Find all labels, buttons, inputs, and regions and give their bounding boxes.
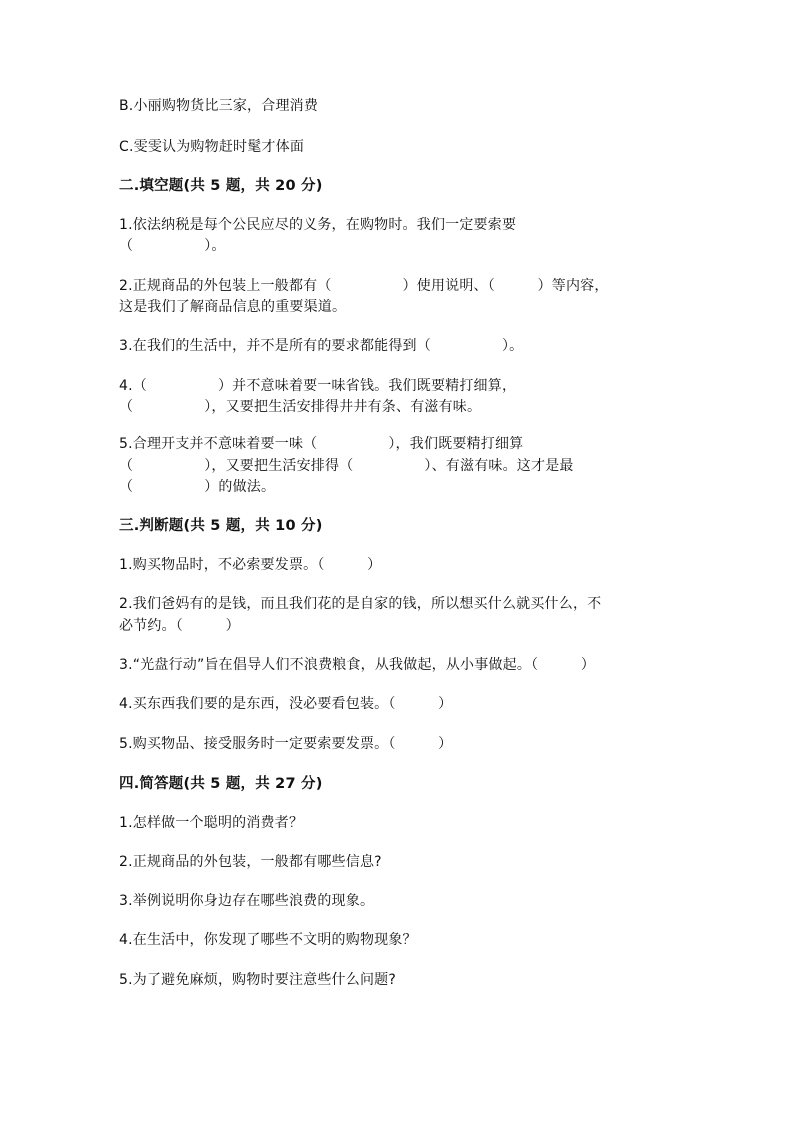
judge-question-1: 1.购买物品时，不必索要发票。（ ） — [119, 557, 382, 573]
question-text: （ ），又要把生活安排得（ ）、有滋有味。这才是最 — [119, 458, 574, 474]
short-question-2: 2.正规商品的外包装，一般都有哪些信息? — [119, 854, 382, 870]
short-question-3: 3.举例说明你身边存在哪些浪费的现象。 — [119, 893, 375, 909]
question-text: 必节约。（ ） — [119, 618, 240, 634]
section-heading-judge: 三.判断题(共 5 题，共 10 分) — [119, 518, 323, 534]
question-text: 3.在我们的生活中，并不是所有的要求都能得到（ ）。 — [119, 338, 524, 354]
short-question-5: 5.为了避免麻烦，购物时要注意些什么问题? — [119, 972, 396, 988]
section-heading-short: 四.简答题(共 5 题，共 27 分) — [119, 776, 323, 792]
question-text: 2.我们爸妈有的是钱，而且我们花的是自家的钱，所以想买什么就买什么，不 — [119, 596, 602, 612]
choice-option-c: C.雯雯认为购物赶时髦才体面 — [119, 139, 305, 155]
judge-question-5: 5.购买物品、接受服务时一定要索要发票。（ ） — [119, 736, 453, 752]
judge-question-4: 4.买东西我们要的是东西，没必要看包装。（ ） — [119, 696, 453, 712]
question-text: 4.（ ）并不意味着要一味省钱。我们既要精打细算， — [119, 378, 517, 394]
question-text: （ ），又要把生活安排得井井有条、有滋有味。 — [119, 399, 482, 415]
choice-option-b: B.小丽购物货比三家，合理消费 — [119, 98, 319, 114]
section-heading-fill: 二.填空题(共 5 题，共 20 分) — [119, 178, 323, 194]
question-text: 5.合理开支并不意味着要一味（ ），我们既要精打细算 — [119, 436, 524, 452]
short-question-4: 4.在生活中，你发现了哪些不文明的购物现象？ — [119, 932, 417, 948]
short-question-1: 1.怎样做一个聪明的消费者？ — [119, 815, 304, 831]
question-text: 这是我们了解商品信息的重要渠道。 — [119, 299, 347, 315]
judge-question-3: 3.“光盘行动”旨在倡导人们不浪费粮食，从我做起，从小事做起。（ ） — [119, 657, 596, 673]
question-text: 1.依法纳税是每个公民应尽的义务，在购物时。我们一定要索要 — [119, 217, 517, 233]
question-text: （ ）的做法。 — [119, 479, 276, 495]
question-text: （ ）。 — [119, 238, 226, 254]
question-text: 2.正规商品的外包装上一般都有（ ）使用说明、（ ）等内容， — [119, 278, 609, 294]
